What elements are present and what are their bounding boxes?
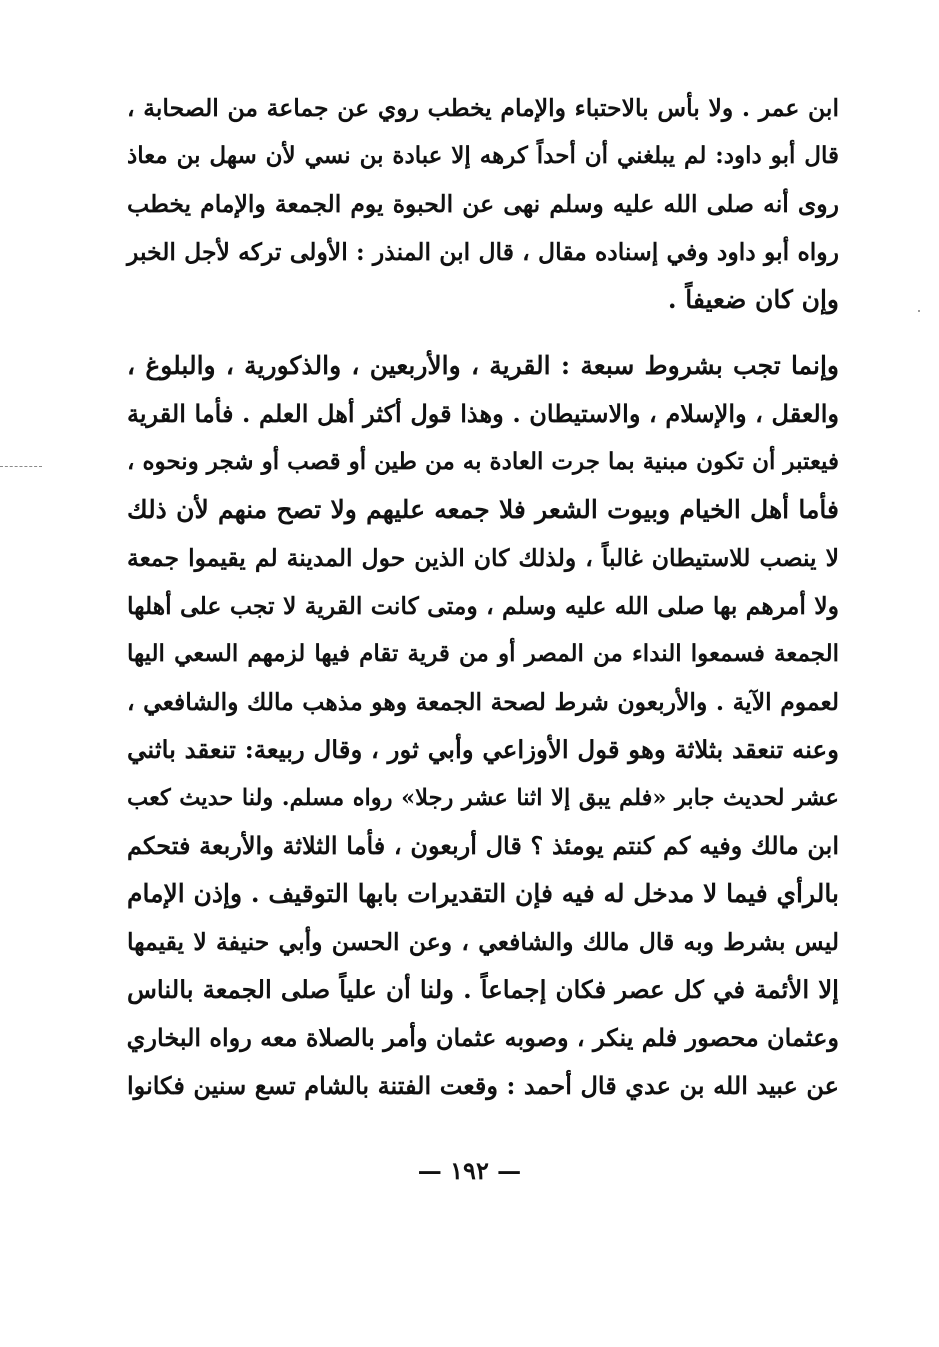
text-line: روى أنه صلى الله عليه وسلم نهى عن الحبوة يوم الجمعة والإمام يخطب <box>127 190 839 218</box>
text-line: ابن عمر . ولا بأس بالاحتباء والإمام يخطب روي عن جماعة من الصحابة ، <box>127 94 839 122</box>
text-line: وإنما تجب بشروط سبعة : القرية ، والأربعين ، والذكورية ، والبلوغ ، <box>127 351 839 380</box>
scan-speck <box>918 310 920 312</box>
text-line: ابن مالك وفيه كم كنتم يومئذ ؟ قال أربعون ، فأما الثلاثة والأربعة فتحكم <box>127 831 839 860</box>
paragraph-1 <box>127 84 839 324</box>
text-line: والعقل ، والإسلام ، والاستيطان . وهذا قول أكثر أهل العلم . فأما القرية <box>127 399 839 428</box>
paragraph-2 <box>127 342 839 1110</box>
page-number: — ١٩٢ — <box>417 1156 522 1185</box>
text-line: عن عبيد الله بن عدي قال أحمد : وقعت الفتنة بالشام تسع سنين فكانوا <box>127 1071 839 1100</box>
text-line: وعنه تنعقد بثلاثة وهو قول الأوزاعي وأبي ثور ، وقال ربيعة: تنعقد باثني <box>127 735 839 764</box>
text-line: فيعتبر أن تكون مبنية بما جرت العادة به من طين أو قصب أو شجر ونحوه ، <box>127 448 839 475</box>
text-line: فأما أهل الخيام وبيوت الشعر فلا جمعه عليهم ولا تصح منهم لأن ذلك <box>127 495 839 524</box>
text-line: ليس بشرط وبه قال مالك والشافعي ، وعن الحسن وأبي حنيفة لا يقيمها <box>127 928 839 956</box>
text-line: قال أبو داود: لم يبلغني أن أحداً كرهه إلا عبادة بن نسي لأن سهل بن معاذ <box>127 142 839 169</box>
text-line: عشر لحديث جابر «فلم يبق إلا اثنا عشر رجلا» رواه مسلم. ولنا حديث كعب <box>127 785 839 811</box>
text-line: ولا أمرهم بها صلى الله عليه وسلم ، ومتى كانت القرية لا تجب على أهلها <box>127 592 839 620</box>
text-line: إلا الأئمة في كل عصر فكان إجماعاً . ولنا أن علياً صلى الجمعة بالناس <box>127 975 839 1004</box>
text-line: لعموم الآية . والأربعون شرط لصحة الجمعة وهو مذهب مالك والشافعي ، <box>127 688 839 716</box>
margin-dash-mark <box>0 466 42 467</box>
text-line: رواه أبو داود وفي إسناده مقال ، قال ابن المنذر : الأولى تركه لأجل الخبر <box>127 238 839 266</box>
text-line: وعثمان محصور فلم ينكر ، وصوبه عثمان وأمر بالصلاة معه رواه البخاري <box>126 1023 839 1052</box>
text-line: الجمعة فسمعوا النداء من المصر أو من قرية تقام فيها لزمهم السعي اليها <box>127 640 839 667</box>
text-line: وإن كان ضعيفاً . <box>667 285 839 314</box>
text-line: لا ينصب للاستيطان غالباً ، ولذلك كان الذين حول المدينة لم يقيموا جمعة <box>127 544 839 572</box>
text-line: بالرأي فيما لا مدخل له فيه فإن التقديرات بابها التوقيف . وإذن الإمام <box>127 879 839 908</box>
